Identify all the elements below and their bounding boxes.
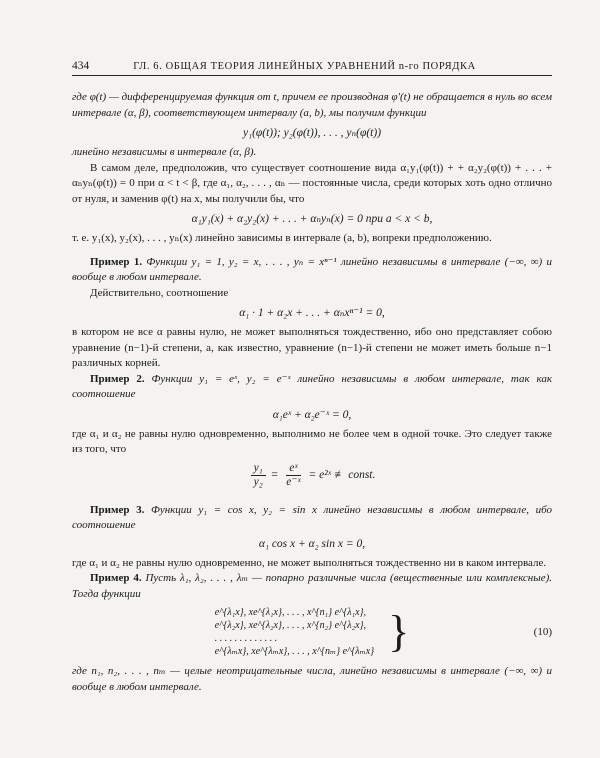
paragraph: где φ(t) — дифференцируемая функция от t, причем ее производная φ′(t) не обращается в нуль во всем интервале (α, β), соответствующем интервалу (a, b), мы получим функции [72,91,552,119]
paragraph: в котором не все α равны нулю, не может выполняться тождественно, ибо оно представляет собою уравнение (n−1)-й степени, а, как известно, уравнение (n−1)-й степени не может иметь больше n−1 различных корней. [72,326,552,369]
example-3 [72,503,552,534]
formula: y₁(φ(t)); y₂(φ(t)), . . . , yₙ(φ(t)) [242,127,382,139]
paragraph: где n₁, n₂, . . . , nₘ — целые неотрицательные числа, линейно независимы в интервале (−∞, ∞) и вообще в любом интервале. [72,665,552,693]
system-row: e^{λ₁x}, xe^{λ₁x}, . . . , x^{n₁} e^{λ₁x}, [214,607,367,618]
paragraph: линейно независимы в интервале (α, β). [72,146,257,158]
fraction: $\frac{\text{eˣ}}{\text{e⁻ˣ}}$ [286,461,301,488]
function-system [72,606,552,658]
system-row: e^{λₘx}, xe^{λₘx}, . . . , x^{nₘ} e^{λₘx} [214,646,375,657]
page-number: 434 [72,60,90,72]
formula: α₁ · 1 + α₂x + . . . + αₙxⁿ⁻¹ = 0, [239,307,385,319]
system-rows [215,606,374,658]
equation-number: (10) [533,626,552,638]
system-row: e^{λ₂x}, xe^{λ₂x}, . . . , x^{n₂} e^{λ₂x}, [214,620,367,631]
example-label: Пример 3. [90,503,145,516]
example-label: Пример 4. [90,572,142,584]
paragraph: где α₁ и α₂ не равны нулю одновременно, не может выполняться тождественно ни в каком интервале. [72,556,547,569]
paragraph: где α₁ и α₂ не равны нулю одновременно, выполнимо не более чем в одной точке. Это следует также из того, что [72,427,552,455]
formula: α₁y₁(x) + α₂y₂(x) + . . . + αₙyₙ(x) = 0 при a < x < b, [191,213,433,225]
system-row: . . . . . . . . . . . . . [214,633,278,644]
formula: α₁ cos x + α₂ sin x = 0, [258,537,366,550]
right-brace-icon: } [388,607,410,656]
example-2 [72,372,552,403]
paragraph: В самом деле, предположив, что существует соотношение вида α₁y₁(φ(t)) + + α₂y₂(φ(t)) + . . . + αₙyₙ(φ(t)) = 0 при α < t < β, где α₁, α₂, . . . , αₙ — постоянные числа, среди которых хоть одно отлично от нуля, и заменив φ(t) на x, мы получили бы, что [72,161,552,205]
example-4 [72,571,552,602]
example-1 [72,255,552,286]
fraction: $\frac{\text{y₁}}{\text{y₂}}$ [251,462,266,489]
example-text: Функции y₁ = cos x, y₂ = sin x линейно независимы в любом интервале, ибо соотношение [72,503,552,531]
example-label: Пример 1. [90,255,143,268]
paragraph: Действительно, соотношение [90,286,229,299]
paragraph: т. е. y₁(x), y₂(x), . . . , yₙ(x) линейно зависимы в интервале (a, b), вопреки предположению. [72,232,492,244]
formula-fraction: $\frac{\text{y₁}}{\text{y₂}}$ = $\frac{\text{eˣ}}{\text{e⁻ˣ}}$ = e²ˣ ≢ const. [72,462,552,489]
example-text: Пусть λ₁, λ₂, . . . , λₘ — попарно различные числа (вещественные или комплексные). Тогда функции [72,572,552,600]
example-text: Функции y₁ = 1, y₂ = x, . . . , yₙ = xⁿ⁻¹ линейно независимы в интервале (−∞, ∞) и вообще в любом интервале. [72,255,552,283]
running-title: ГЛ. 6. ОБЩАЯ ТЕОРИЯ ЛИНЕЙНЫХ УРАВНЕНИЙ n-го ПОРЯДКА [133,61,476,72]
running-header [72,60,552,76]
example-text: Функции y₁ = eˣ, y₂ = e⁻ˣ линейно независимы в любом интервале, так как соотношение [72,372,553,400]
formula: α₁eˣ + α₂e⁻ˣ = 0, [272,408,352,421]
example-label: Пример 2. [90,372,145,385]
